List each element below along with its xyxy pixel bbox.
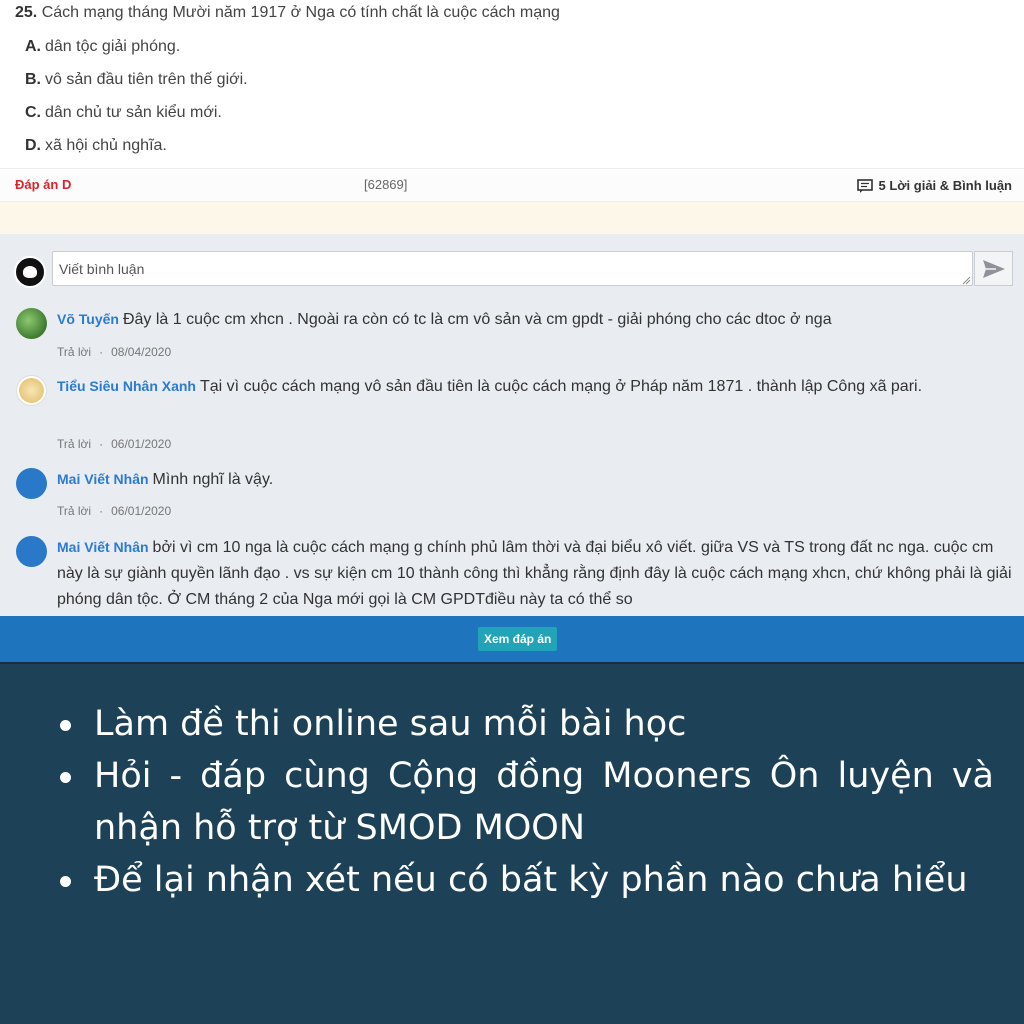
comment-text: Đây là 1 cuộc cm xhcn . Ngoài ra còn có tc là cm vô sản và cm gpdt - giải phóng cho các dtoc ở nga xyxy=(122,311,832,328)
option-text: xã hội chủ nghĩa. xyxy=(45,137,167,154)
avatar-icon xyxy=(23,266,37,278)
option-letter: D. xyxy=(25,137,41,154)
option-text: dân chủ tư sản kiểu mới. xyxy=(45,104,222,121)
send-button[interactable] xyxy=(974,251,1013,286)
option-letter: C. xyxy=(25,104,41,121)
option-c[interactable] xyxy=(25,104,222,122)
option-text: dân tộc giải phóng. xyxy=(45,38,181,55)
comment-text: Mình nghĩ là vậy. xyxy=(152,471,274,488)
option-b[interactable] xyxy=(25,71,248,89)
comment-date: 08/04/2020 xyxy=(111,345,172,359)
option-text: vô sản đầu tiên trên thế giới. xyxy=(45,71,248,88)
comment-author[interactable]: Tiểu Siêu Nhân Xanh xyxy=(57,378,196,394)
answer-bar xyxy=(0,168,1024,202)
question-text: Cách mạng tháng Mười năm 1917 ở Nga có tính chất là cuộc cách mạng xyxy=(41,4,560,21)
option-d[interactable] xyxy=(25,137,167,155)
reply-link[interactable]: Trả lời xyxy=(57,345,92,359)
comment-body xyxy=(57,373,1012,400)
promo-panel xyxy=(0,664,1024,1024)
show-answer-button[interactable]: Xem đáp án xyxy=(478,627,557,651)
comment-author[interactable]: Mai Viết Nhân xyxy=(57,539,149,555)
question-id: [62869] xyxy=(364,177,408,192)
question-card xyxy=(0,0,1024,168)
separator-band xyxy=(0,202,1024,234)
reply-link[interactable]: Trả lời xyxy=(57,504,92,518)
send-icon xyxy=(982,259,1006,279)
comment-section xyxy=(0,234,1024,616)
comment-body xyxy=(57,466,1012,493)
comment-date: 06/01/2020 xyxy=(111,504,172,518)
comments-link-label: 5 Lời giải & Bình luận xyxy=(878,178,1012,193)
user-avatar xyxy=(16,308,47,339)
user-avatar xyxy=(16,468,47,499)
promo-bullet: Hỏi - đáp cùng Cộng đồng Mooners Ôn luyện và nhận hỗ trợ từ SMOD MOON xyxy=(94,750,994,854)
comment-author[interactable]: Mai Viết Nhân xyxy=(57,471,149,487)
comment-icon xyxy=(857,179,873,193)
comment-body xyxy=(57,534,1012,613)
user-avatar xyxy=(16,536,47,567)
option-a[interactable] xyxy=(25,38,180,56)
comment-meta: Trả lời · 06/01/2020 xyxy=(57,437,172,451)
comment-meta: Trả lời · 08/04/2020 xyxy=(57,345,172,359)
user-avatar xyxy=(16,375,47,406)
comment-meta: Trả lời · 06/01/2020 xyxy=(57,504,172,518)
promo-list xyxy=(94,698,994,906)
comments-link[interactable] xyxy=(857,178,1012,193)
question-title xyxy=(15,4,560,22)
promo-bullet: Làm đề thi online sau mỗi bài học xyxy=(94,698,994,750)
comment-body xyxy=(57,306,1012,333)
comment-input[interactable] xyxy=(52,251,973,286)
option-letter: A. xyxy=(25,38,41,55)
resize-grip-icon[interactable] xyxy=(961,275,971,285)
promo-bullet: Để lại nhận xét nếu có bất kỳ phần nào chưa hiểu xyxy=(94,854,994,906)
question-number: 25. xyxy=(15,4,38,21)
answer-label: Đáp án D xyxy=(15,177,72,192)
comment-author[interactable]: Võ Tuyến xyxy=(57,311,119,327)
comment-text: bởi vì cm 10 nga là cuộc cách mạng g chính phủ lâm thời và đại biểu xô viết. giữa VS và TS trong đất nc nga. cuộc cm này là sự giành quyền lãnh đạo . vs sự kiện cm 10 thành công thì khẳng rằng định đây là cuộc cách mạng xhcn, chứ không phải là giải phóng dân tộc. Ở CM tháng 2 của Nga mới gọi là CM GPDTđiều này ta có thể so xyxy=(57,539,1012,608)
option-letter: B. xyxy=(25,71,41,88)
comment-date: 06/01/2020 xyxy=(111,437,172,451)
comment-text: Tại vì cuộc cách mạng vô sản đầu tiên là cuộc cách mạng ở Pháp năm 1871 . thành lập Công xã pari. xyxy=(200,378,923,395)
current-user-avatar xyxy=(14,256,46,288)
reply-link[interactable]: Trả lời xyxy=(57,437,92,451)
